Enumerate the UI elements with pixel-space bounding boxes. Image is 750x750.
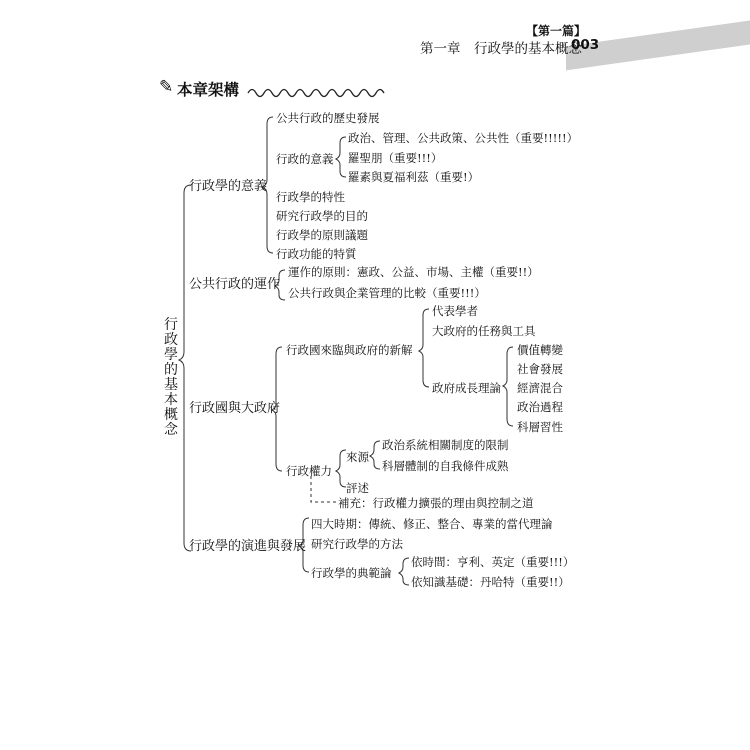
meaning-features: 行政學的特性 <box>276 190 345 204</box>
root-label: 行政學的基本概念 <box>164 317 178 438</box>
meaning-admin: 行政的意義 <box>276 152 334 166</box>
big-gov-new-explain: 行政國來臨與政府的新解 <box>286 343 413 357</box>
meaning-purpose: 研究行政學的目的 <box>276 209 368 223</box>
paradigm-item: 依知識基礎：丹哈特（重要!!） <box>411 575 570 589</box>
big-gov-power: 行政權力 <box>286 464 332 478</box>
growth-theory: 政府成長理論 <box>432 381 501 395</box>
evolution-four-eras: 四大時期：傳統、修正、整合、專業的當代理論 <box>311 517 553 531</box>
evolution-research-methods: 研究行政學的方法 <box>311 537 403 551</box>
branch-operation: 公共行政的運作 <box>189 277 281 292</box>
growth-item: 經濟混合 <box>517 381 563 395</box>
meaning-functions: 行政功能的特質 <box>276 247 357 261</box>
growth-item: 社會發展 <box>517 362 563 376</box>
operation-item: 公共行政與企業管理的比較（重要!!!） <box>288 286 486 300</box>
section-title: 本章架構 <box>177 81 240 99</box>
branch-evolution: 行政學的演進與發展 <box>189 539 307 554</box>
growth-item: 科層習性 <box>517 420 563 434</box>
branch-big-gov: 行政國與大政府 <box>189 401 281 416</box>
source-item: 政治系統相關制度的限制 <box>382 438 509 452</box>
operation-item: 運作的原則：憲政、公益、市場、主權（重要!!） <box>288 265 539 279</box>
chapter-title: 第一章 行政學的基本概念 <box>420 41 582 57</box>
part-label: 【第一篇】 <box>526 24 587 38</box>
admin-meaning-item: 政治、管理、公共政策、公共性（重要!!!!!） <box>348 131 579 145</box>
meaning-issues: 行政學的原則議題 <box>276 228 368 242</box>
admin-meaning-item: 羅素與夏福利茲（重要!） <box>348 170 480 184</box>
paradigm-item: 依時間：亨利、英定（重要!!!） <box>411 555 575 569</box>
power-supplement: 補充：行政權力擴張的理由與控制之道 <box>338 496 534 510</box>
power-critique: 評述 <box>346 481 369 495</box>
growth-item: 政治過程 <box>517 400 563 414</box>
source-item: 科層體制的自我條件成熟 <box>382 459 509 473</box>
power-source: 來源 <box>346 450 369 464</box>
page-number: 003 <box>571 37 600 53</box>
pencil-icon: ✎ <box>159 77 174 97</box>
admin-meaning-item: 羅聖朋（重要!!!） <box>348 151 443 165</box>
meaning-history: 公共行政的歷史發展 <box>276 111 380 125</box>
new-explain-item: 代表學者 <box>432 304 478 318</box>
branch-meaning: 行政學的意義 <box>189 179 268 194</box>
growth-item: 價值轉變 <box>517 343 563 357</box>
new-explain-item: 大政府的任務與工具 <box>432 324 536 338</box>
evolution-paradigm: 行政學的典範論 <box>311 566 392 580</box>
